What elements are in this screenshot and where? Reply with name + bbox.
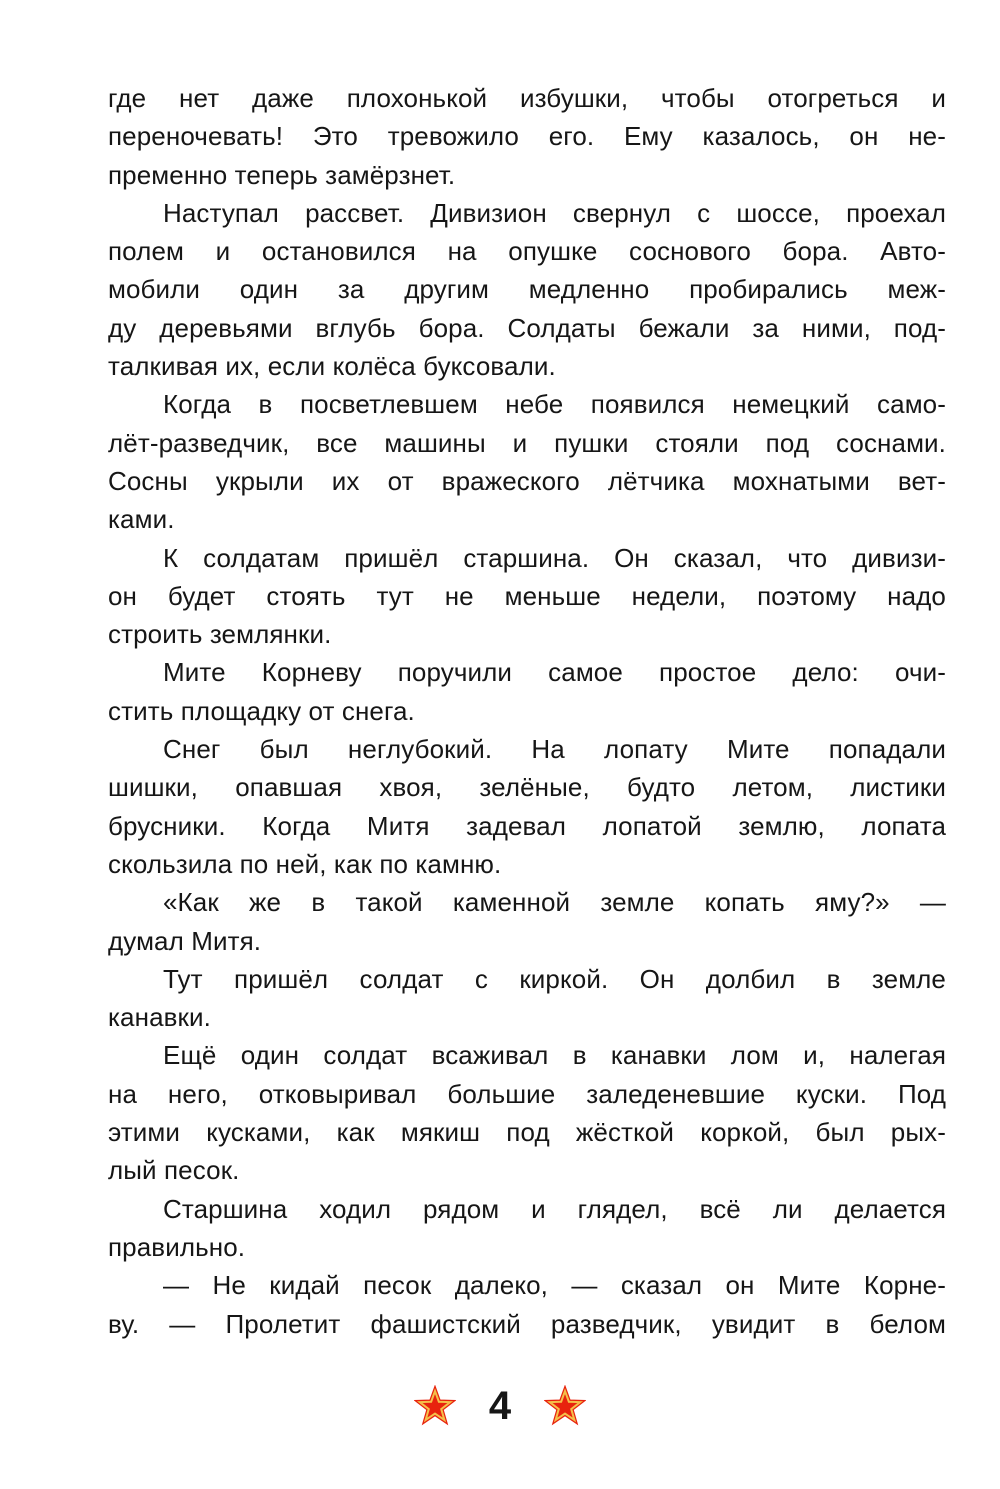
text-line: талкивая их, если колёса буксовали.	[108, 351, 556, 382]
text-line: на него, отковыривал большие заледеневшие куски. Под	[108, 1078, 946, 1109]
text-line: Снег был неглубокий. На лопату Мите попадали	[163, 734, 946, 765]
text-line: шишки, опавшая хвоя, зелёные, будто летом, листики	[108, 772, 946, 803]
text-line: лёт-разведчик, все машины и пушки стояли под соснами.	[108, 427, 946, 458]
text-line: ду деревьями вглубь бора. Солдаты бежали за ними, под-	[108, 312, 946, 343]
text-line: строить землянки.	[108, 619, 332, 650]
text-line: он будет стоять тут не меньше недели, поэтому надо	[108, 580, 946, 611]
text-line: думал Митя.	[108, 925, 262, 956]
text-line: Наступал рассвет. Дивизион свернул с шоссе, проехал	[163, 197, 946, 228]
text-line: Тут пришёл солдат с киркой. Он долбил в земле	[163, 963, 946, 994]
text-line: Мите Корневу поручили самое простое дело: очи-	[163, 657, 946, 688]
text-line: полем и остановился на опушке соснового бора. Авто-	[108, 236, 946, 267]
text-line: лый песок.	[108, 1155, 240, 1186]
text-line: этими кусками, как мякиш под жёсткой коркой, был рых-	[108, 1117, 946, 1148]
text-line: брусники. Когда Митя задевал лопатой землю, лопата	[108, 810, 946, 841]
text-line: стить площадку от снега.	[108, 695, 415, 726]
text-line: Старшина ходил рядом и глядел, всё ли делается	[163, 1193, 946, 1224]
text-line: канавки.	[108, 1002, 211, 1033]
text-line: «Как же в такой каменной земле копать яму?» —	[163, 887, 946, 918]
text-line: правильно.	[108, 1231, 246, 1262]
text-line: мобили один за другим медленно пробирались меж-	[108, 274, 946, 305]
red-star-icon	[544, 1385, 586, 1427]
text-line: Ещё один солдат всаживал в канавки лом и, налегая	[163, 1040, 946, 1071]
page-number: 4	[488, 1384, 512, 1428]
body-text	[108, 79, 946, 1343]
page-footer	[0, 1385, 1000, 1427]
text-line: ву. — Пролетит фашистский разведчик, увидит в белом	[108, 1308, 946, 1339]
text-line: переночевать! Это тревожило его. Ему казалось, он не-	[108, 121, 946, 152]
text-line: — Не кидай песок далеко, — сказал он Мите Корне-	[163, 1270, 946, 1301]
text-line: скользила по ней, как по камню.	[108, 848, 502, 879]
text-line: Сосны укрыли их от вражеского лётчика мохнатыми вет-	[108, 465, 946, 496]
text-line: Когда в посветлевшем небе появился немецкий само-	[163, 389, 946, 420]
text-line: К солдатам пришёл старшина. Он сказал, что дивизи-	[163, 542, 946, 573]
text-line: ками.	[108, 504, 175, 535]
text-line: где нет даже плохонькой избушки, чтобы отогреться и	[108, 83, 946, 113]
text-line: пременно теперь замёрзнет.	[108, 159, 456, 190]
red-star-icon	[414, 1385, 456, 1427]
